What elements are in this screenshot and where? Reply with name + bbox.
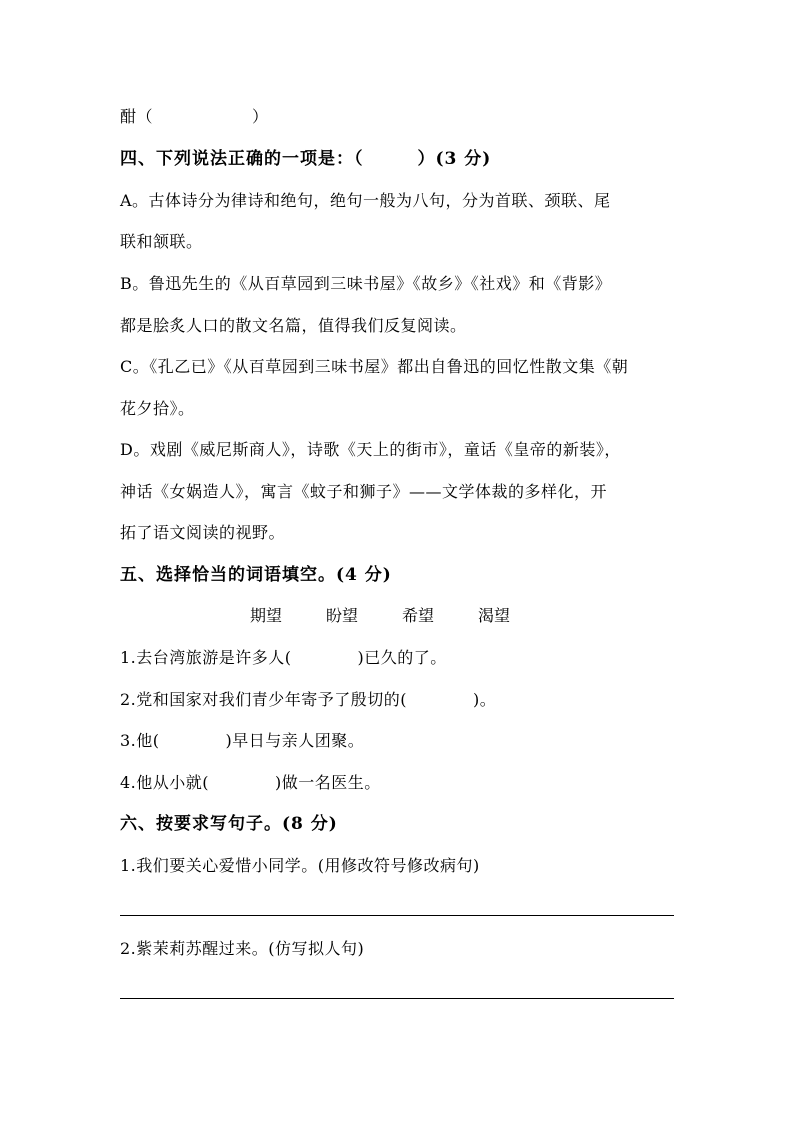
- question-5-item-1: 1.去台湾旅游是许多人( )已久的了。: [120, 648, 447, 667]
- question-6-item-1: 1.我们要关心爱惜小同学。(用修改符号修改病句): [120, 856, 480, 875]
- question-4-option-c-line-1: C。《孔乙已》《从百草园到三味书屋》都出自鲁迅的回忆性散文集《朝: [120, 357, 629, 376]
- question-5-heading: 五、选择恰当的词语填空。(4 分): [120, 565, 392, 585]
- question-6-heading: 六、按要求写句子。(8 分): [120, 814, 338, 834]
- question-5-item-2: 2.党和国家对我们青少年寄予了殷切的( )。: [120, 690, 497, 709]
- word-bank-item: 盼望: [326, 606, 359, 625]
- word-bank-item: 期望: [250, 606, 283, 625]
- question-4-option-d-line-3: 拓了语文阅读的视野。: [120, 523, 286, 542]
- question-5-item-4: 4.他从小就( )做一名医生。: [120, 773, 381, 792]
- word-bank: [250, 605, 554, 627]
- question-5-item-3: 3.他( )早日与亲人团聚。: [120, 731, 365, 750]
- word-bank-item: 希望: [402, 606, 435, 625]
- question-4-option-d-line-2: 神话《女娲造人》，寓言《蚊子和狮子》——文学体裁的多样化，开: [120, 482, 608, 501]
- question-4-option-d-line-1: D。戏剧《威尼斯商人》，诗歌《天上的街市》，童话《皇帝的新装》，: [120, 440, 621, 459]
- word-bank-item: 渴望: [478, 606, 511, 625]
- question-4-option-b-line-1: B。鲁迅先生的《从百草园到三味书屋》《故乡》《社戏》和《背影》: [120, 274, 612, 293]
- previous-item-fragment: 酣（ ）: [120, 107, 269, 126]
- question-4-option-b-line-2: 都是脍炙人口的散文名篇，值得我们反复阅读。: [120, 316, 467, 335]
- question-4-option-a-line-1: A。古体诗分为律诗和绝句，绝句一般为八句，分为首联、颈联、尾: [120, 191, 611, 210]
- question-6-item-2: 2.紫茉莉苏醒过来。(仿写拟人句): [120, 939, 365, 958]
- answer-line-1: [120, 915, 674, 916]
- answer-line-2: [120, 998, 674, 999]
- question-4-option-c-line-2: 花夕拾》。: [120, 399, 195, 418]
- question-4-heading: 四、下列说法正确的一项是：（ ）(3 分): [120, 149, 492, 169]
- question-4-option-a-line-2: 联和颔联。: [120, 232, 203, 251]
